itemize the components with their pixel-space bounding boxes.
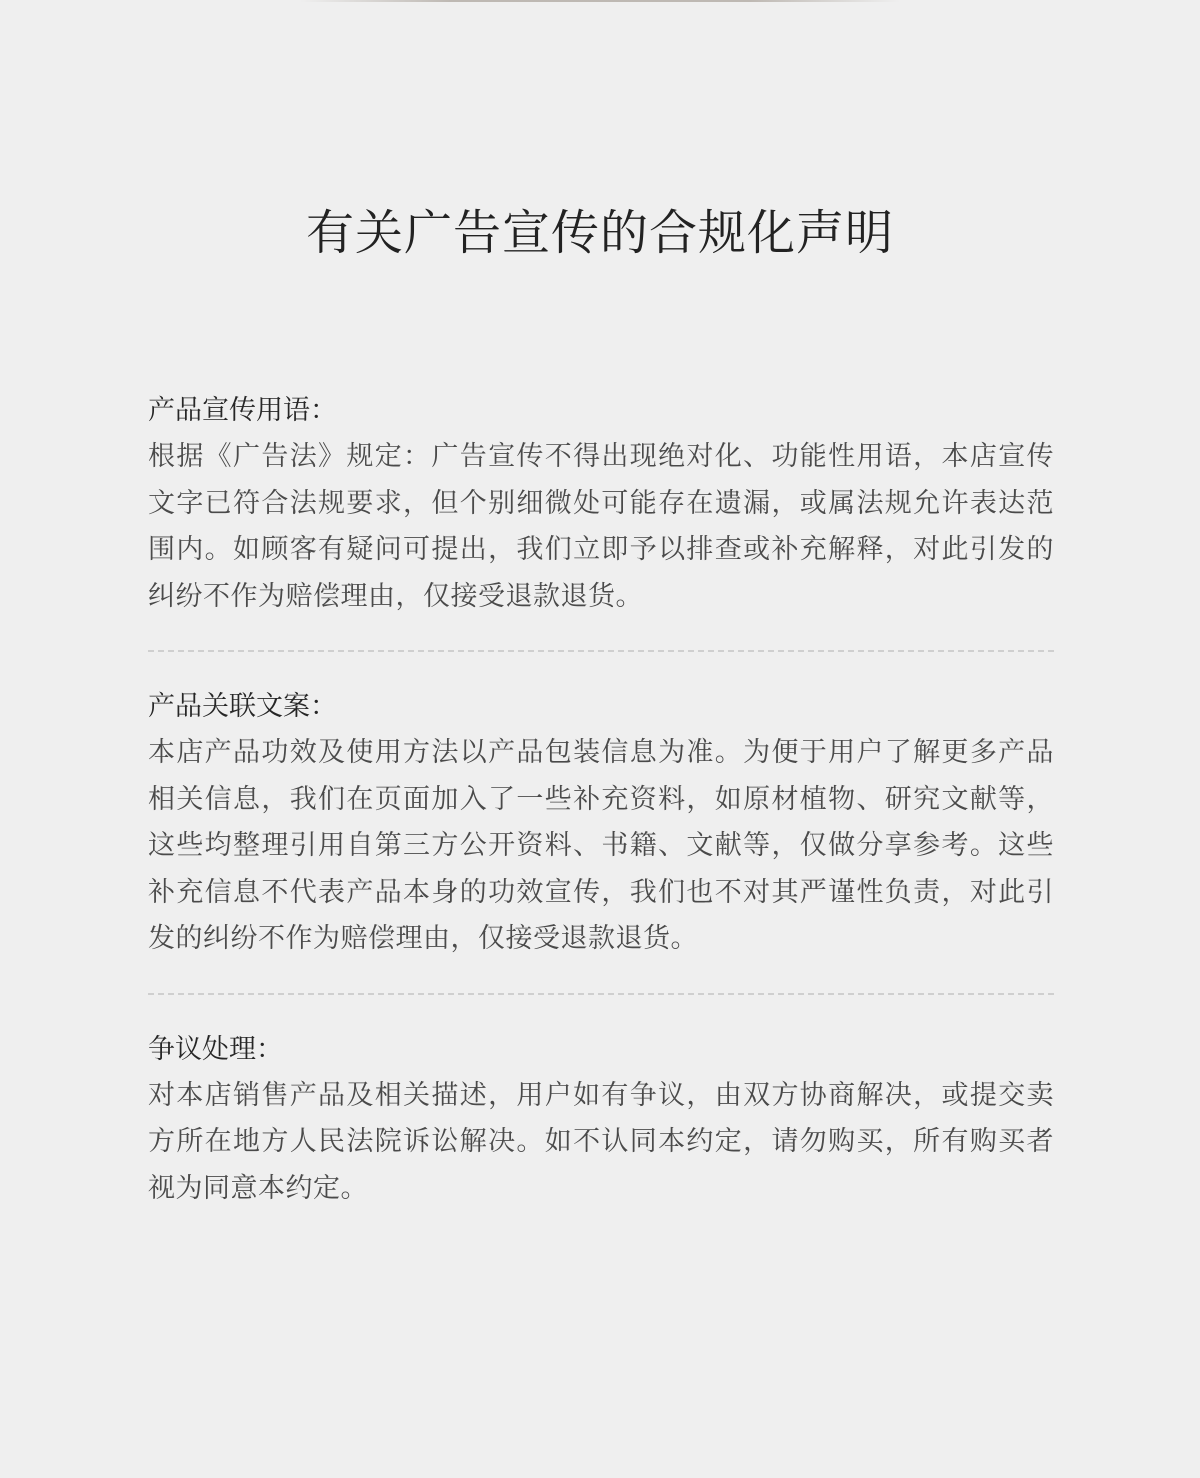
section-body: 对本店销售产品及相关描述，用户如有争议，由双方协商解决，或提交卖方所在地方人民法院诉讼解决。如不认同本约定，请勿购买，所有购买者视为同意本约定。: [148, 1079, 1054, 1204]
section-body: 本店产品功效及使用方法以产品包装信息为准。为便于用户了解更多产品相关信息，我们在页面加入了一些补充资料，如原材植物、研究文献等，这些均整理引用自第三方公开资料、书籍、文献等，仅做分享参考。这些补充信息不代表产品本身的功效宣传，我们也不对其严谨性负责，对此引发的纠纷不作为赔偿理由，仅接受退款退货。: [148, 737, 1054, 954]
section-heading: 产品宣传用语：: [148, 395, 337, 426]
dashed-divider: [148, 993, 1054, 995]
section-body: 根据《广告法》规定：广告宣传不得出现绝对化、功能性用语，本店宣传文字已符合法规要求，但个别细微处可能存在遗漏，或属法规允许表达范围内。如顾客有疑问可提出，我们立即予以排查或补充解释，对此引发的纠纷不作为赔偿理由，仅接受退款退货。: [148, 441, 1054, 612]
statement-sections: [148, 388, 1054, 1212]
dashed-divider: [148, 650, 1054, 652]
section-heading: 产品关联文案：: [148, 691, 337, 722]
section-related-copy: [148, 684, 1054, 963]
section-advertising-terms: [148, 388, 1054, 620]
section-dispute-resolution: [148, 1027, 1054, 1213]
top-accent-line: [300, 0, 900, 2]
page-title: 有关广告宣传的合规化声明: [305, 205, 894, 261]
section-heading: 争议处理：: [148, 1033, 283, 1065]
